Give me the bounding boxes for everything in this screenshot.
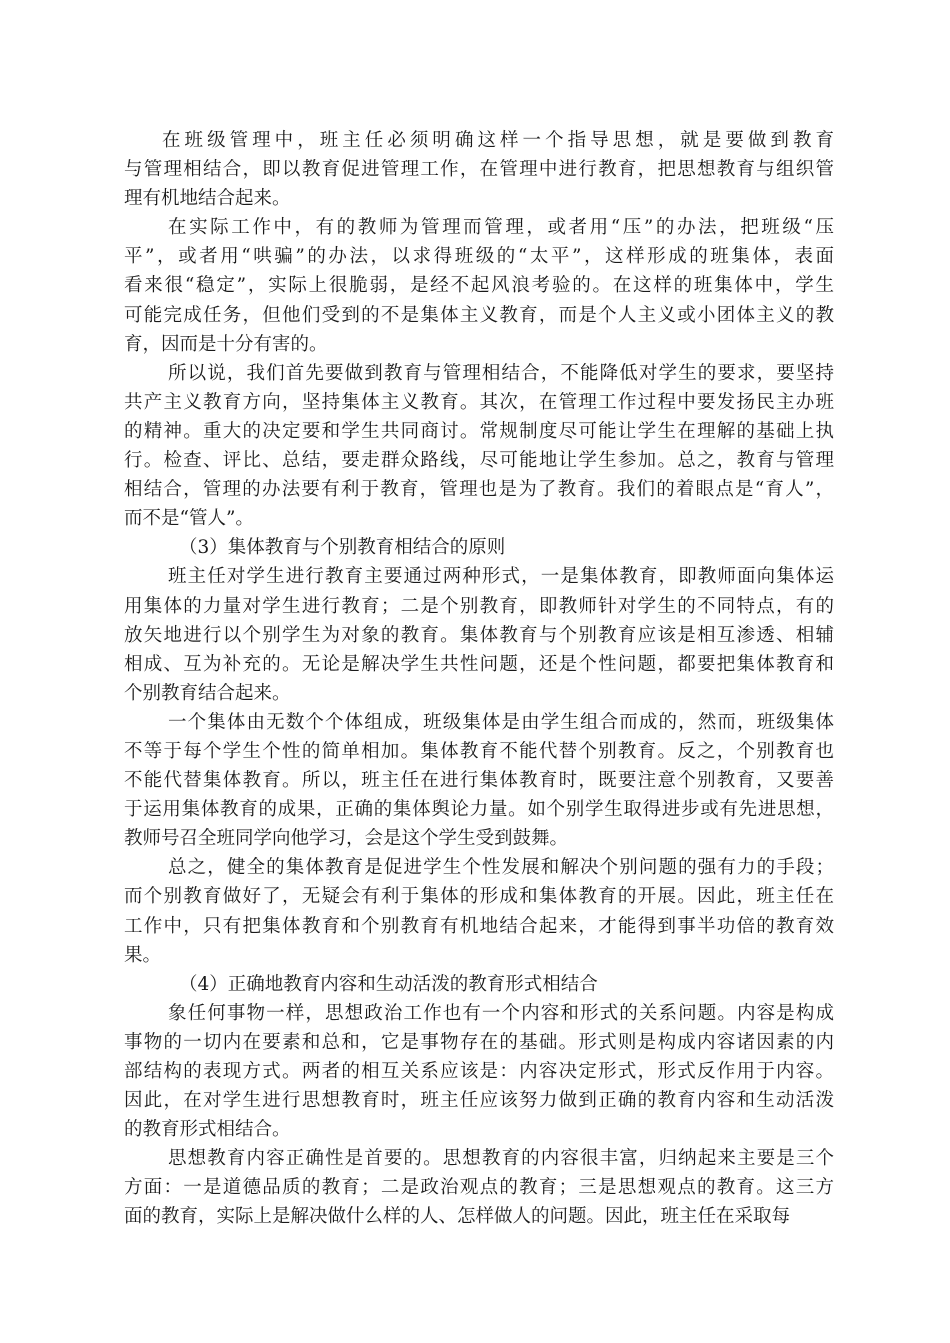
paragraph: [124, 562, 834, 707]
paragraph-line: [124, 737, 834, 766]
paragraph-line-text: 与管理相结合，即以教育促进管理工作，在管理中进行教育，把思想教育与组织管: [124, 159, 836, 181]
paragraph-line: [124, 504, 834, 533]
paragraph-line-text: 思想教育内容正确性是首要的。思想教育的内容很丰富，归纳起来主要是三个: [168, 1148, 836, 1170]
section-heading: [124, 533, 834, 562]
paragraph-line: [124, 446, 834, 475]
paragraph-line: [124, 271, 834, 300]
paragraph-line: [124, 766, 834, 795]
paragraph-line-text: 班主任对学生进行教育主要通过两种形式，一是集体教育，即教师面向集体运: [168, 566, 836, 588]
paragraph-line-text: 相成、互为补充的。无论是解决学生共性问题，还是个性问题，都要把集体教育和: [124, 653, 836, 675]
paragraph-line: [124, 1202, 834, 1231]
paragraph: [124, 999, 834, 1144]
paragraph-line-text: 可能完成任务，但他们受到的不是集体主义教育，而是个人主义或小团体主义的教: [124, 304, 836, 326]
section-heading-text: （3）集体教育与个别教育相结合的原则: [179, 537, 506, 559]
paragraph-line-text: 总之，健全的集体教育是促进学生个性发展和解决个别问题的强有力的手段；: [168, 857, 836, 879]
paragraph-line: [124, 941, 834, 970]
paragraph-line-text: 因此，在对学生进行思想教育时，班主任应该努力做到正确的教育内容和生动活泼: [124, 1090, 836, 1112]
paragraph-line-text: 相结合，管理的办法要有利于教育，管理也是为了教育。我们的着眼点是“育人”，: [124, 479, 836, 501]
paragraph-line: [124, 330, 834, 359]
paragraph-line-text: 个别教育结合起来。: [124, 682, 291, 704]
paragraph-line: [124, 213, 837, 242]
paragraph-line-text: 方面：一是道德品质的教育；二是政治观点的教育；三是思想观点的教育。这三方: [124, 1177, 836, 1199]
paragraph-line: [124, 1115, 834, 1144]
paragraph-line: [124, 999, 834, 1028]
paragraph-line: [124, 1057, 834, 1086]
paragraph-line: [124, 853, 834, 882]
paragraph-line: [124, 882, 834, 911]
paragraph-line-text: 共产主义教育方向，坚持集体主义教育。其次，在管理工作过程中要发扬民主办班: [124, 391, 836, 413]
paragraph-line-text: 一个集体由无数个个体组成，班级集体是由学生组合而成的，然而，班级集体: [168, 711, 836, 733]
paragraph-line-text: 面的教育，实际上是解决做什么样的人、怎样做人的问题。因此，班主任在采取每: [124, 1206, 791, 1228]
paragraph-line: [124, 912, 834, 941]
paragraph-line: [124, 1028, 834, 1057]
paragraph-line-text: 看来很“稳定”，实际上很脆弱，是经不起风浪考验的。在这样的班集体中，学生: [124, 275, 836, 297]
paragraph-line-text: 而个别教育做好了，无疑会有利于集体的形成和集体教育的开展。因此，班主任在: [124, 886, 836, 908]
paragraph: [124, 126, 839, 213]
paragraph-line-text: 教师号召全班同学向他学习，会是这个学生受到鼓舞。: [124, 828, 569, 850]
paragraph-line: [124, 155, 834, 184]
paragraph-line-text: 行。检查、评比、总结，要走群众路线，尽可能地让学生参加。总之，教育与管理: [124, 450, 836, 472]
paragraph-line: [124, 388, 834, 417]
paragraph-line: [124, 592, 834, 621]
paragraph: [124, 853, 834, 969]
paragraph-line: [124, 679, 834, 708]
section-heading-text: （4）正确地教育内容和生动活泼的教育形式相结合: [179, 973, 598, 995]
paragraph-line: [124, 1173, 834, 1202]
paragraph: [124, 708, 834, 853]
paragraph-line-text: 的精神。重大的决定要和学生共同商讨。常规制度尽可能让学生在理解的基础上执: [124, 420, 836, 442]
paragraph-line-text: 所以说，我们首先要做到教育与管理相结合，不能降低对学生的要求，要坚持: [168, 362, 836, 384]
paragraph-line-text: 工作中，只有把集体教育和个别教育有机地结合起来，才能得到事半功倍的教育效: [124, 915, 836, 937]
paragraph-line: [124, 301, 834, 330]
paragraph-line-text: 果。: [124, 944, 162, 966]
paragraph-line-text: 放矢地进行以个别学生为对象的教育。集体教育与个别教育应该是相互渗透、相辅: [124, 624, 836, 646]
section-heading: [124, 970, 834, 999]
paragraph-line: [124, 795, 834, 824]
paragraph: [124, 359, 834, 534]
paragraph: [124, 213, 837, 358]
paragraph-line: [124, 1144, 834, 1173]
paragraph-line-text: 于运用集体教育的成果，正确的集体舆论力量。如个别学生取得进步或有先进思想，: [124, 799, 835, 821]
paragraph-line-text: 而不是“管人”。: [124, 508, 254, 530]
paragraph-line-text: 在实际工作中，有的教师为管理而管理，或者用“压”的办法，把班级“压: [168, 217, 837, 239]
paragraph-line: [124, 184, 834, 213]
paragraph-line-text: 事物的一切内在要素和总和，它是事物存在的基础。形式则是构成内容诸因素的内: [124, 1031, 836, 1053]
paragraph-line: [124, 475, 834, 504]
document-body: [124, 126, 839, 1232]
paragraph-line: [124, 650, 834, 679]
paragraph-line: [124, 242, 837, 271]
paragraph-line-text: 象任何事物一样，思想政治工作也有一个内容和形式的关系问题。内容是构成: [168, 1002, 836, 1024]
paragraph-line: [124, 824, 834, 853]
paragraph-line: [124, 708, 834, 737]
paragraph-line-text: 平”，或者用“哄骗”的办法，以求得班级的“太平”，这样形成的班集体，表面: [124, 246, 837, 268]
paragraph-line: [124, 417, 834, 446]
paragraph-line: [124, 621, 834, 650]
paragraph-line: [124, 359, 834, 388]
paragraph-line: [124, 126, 839, 155]
paragraph-line-text: 用集体的力量对学生进行教育；二是个别教育，即教师针对学生的不同特点，有的: [124, 595, 836, 617]
paragraph-line-text: 育，因而是十分有害的。: [124, 333, 328, 355]
paragraph-line: [124, 562, 834, 591]
paragraph-line-text: 在班级管理中，班主任必须明确这样一个指导思想，就是要做到教育: [162, 130, 839, 151]
paragraph-line-text: 不等于每个学生个性的简单相加。集体教育不能代替个别教育。反之，个别教育也: [124, 740, 836, 762]
paragraph-line-text: 的教育形式相结合。: [124, 1119, 291, 1141]
paragraph-line-text: 理有机地结合起来。: [124, 188, 291, 210]
paragraph-line-text: 不能代替集体教育。所以，班主任在进行集体教育时，既要注意个别教育，又要善: [124, 770, 836, 792]
paragraph: [124, 1144, 834, 1231]
paragraph-line-text: 部结构的表现方式。两者的相互关系应该是：内容决定形式，形式反作用于内容。: [124, 1061, 836, 1082]
paragraph-line: [124, 1086, 834, 1115]
